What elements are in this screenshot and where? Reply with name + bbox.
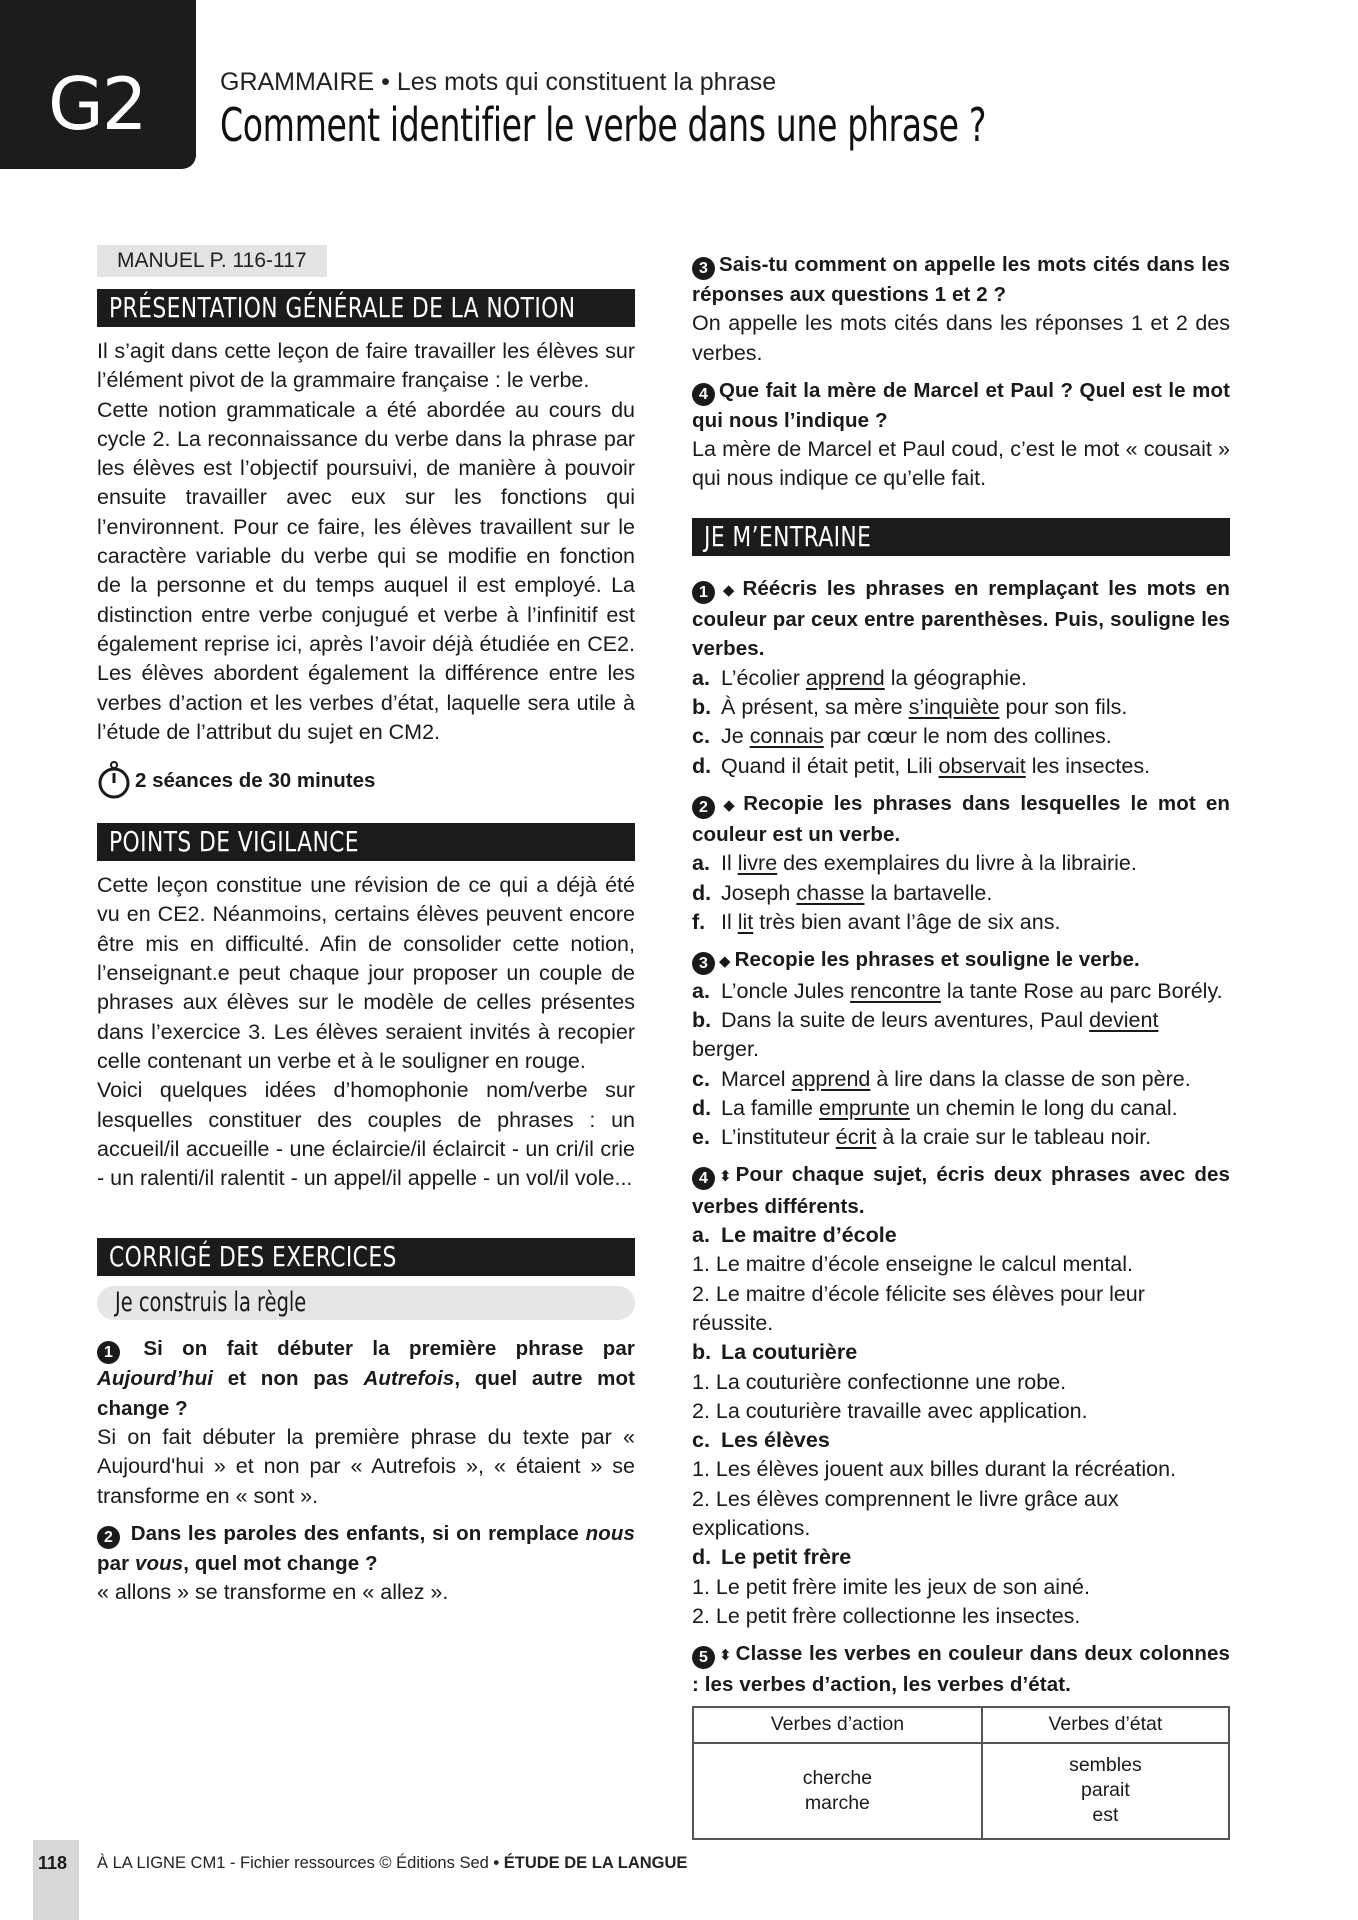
manual-reference: MANUEL P. 116-117	[97, 245, 327, 277]
subject-heading: c. Les élèves	[692, 1428, 830, 1453]
subject-heading: b. La couturière	[692, 1340, 858, 1365]
paragraph: Voici quelques idées d’homophonie nom/verbe sur lesquelles constituer des couples de phrases : un accueil/il accueille - une éclaircie/il éclaircit - un cri/il crie - un ralenti/il ralentit - un appel/il appelle - un vol/il vole...	[97, 1078, 635, 1191]
list-item: a. L’écolier apprend la géographie.	[692, 665, 1028, 690]
answer: La mère de Marcel et Paul coud, c’est le mot « cousait » qui nous indique ce qu’elle fait.	[692, 437, 1230, 491]
number-badge: 1	[97, 1341, 120, 1364]
number-badge: 2	[97, 1526, 120, 1549]
list-item: d. Joseph chasse la bartavelle.	[692, 880, 993, 905]
table-cell-etat: sembles parait est	[982, 1743, 1229, 1839]
exercise-1-items	[692, 664, 1230, 781]
question-3: 3 Sais-tu comment on appelle les mots cités dans les réponses aux questions 1 et 2 ?	[692, 253, 1230, 306]
question-4: 4 Que fait la mère de Marcel et Paul ? Quel est le mot qui nous l’indique ?	[692, 378, 1230, 432]
exercise-3-items	[692, 977, 1230, 1153]
list-item: a. Il livre des exemplaires du livre à la librairie.	[692, 851, 1137, 876]
duration-text: 2 séances de 30 minutes	[135, 768, 376, 792]
list-item: c. Marcel apprend à lire dans la classe de son père.	[692, 1066, 1191, 1091]
list-item: 1. La couturière confectionne une robe.	[692, 1369, 1067, 1394]
list-item: 2. Les élèves comprennent le livre grâce aux explications.	[692, 1486, 1119, 1540]
list-item: b. À présent, sa mère s’inquiète pour son fils.	[692, 694, 1128, 719]
list-item: c. Je connais par cœur le nom des collines.	[692, 724, 1112, 749]
chapter-code: G2	[48, 62, 146, 146]
exercise-2-items	[692, 849, 1230, 937]
answer: On appelle les mots cités dans les réponses 1 et 2 des verbes.	[692, 311, 1230, 365]
number-badge: 2	[692, 796, 715, 819]
section-heading-vigilance: POINTS DE VIGILANCE	[97, 823, 635, 861]
question-2: 2 Dans les paroles des enfants, si on remplace nous par vous, quel mot change ?	[97, 1521, 636, 1575]
difficulty-icon: ◆	[719, 581, 739, 599]
page-subtitle: GRAMMAIRE • Les mots qui constituent la phrase	[220, 68, 777, 96]
exercise-1: 1 ◆ Réécris les phrases en remplaçant les mots en couleur par ceux entre parenthèses. Puis, souligne les verbes.	[692, 576, 1230, 661]
number-badge: 3	[692, 257, 715, 280]
table-header: Verbes d’action	[693, 1707, 982, 1743]
list-item: 1. Le maitre d’école enseigne le calcul mental.	[692, 1252, 1134, 1277]
list-item: 2. La couturière travaille avec application.	[692, 1398, 1088, 1423]
list-item: 2. Le maitre d’école félicite ses élèves pour leur réussite.	[692, 1281, 1145, 1335]
number-badge: 4	[692, 1167, 715, 1190]
page-number: 118	[38, 1853, 68, 1873]
number-badge: 4	[692, 383, 715, 406]
exercise-4: 4 ⬍ Pour chaque sujet, écris deux phrases avec des verbes différents.	[692, 1163, 1230, 1218]
paragraph: Cette notion grammaticale a été abordée au cours du cycle 2. La reconnaissance du verbe dans la phrase par les élèves est l’objectif poursuivi, de manière à pouvoir ensuite travailler avec eux sur les fonctions qui l’environnent. Pour ce faire, les élèves travaillent sur le caractère variable du verbe qui se modifie en fonction de la personne et du temps auquel il est employé. La distinction entre verbe conjugué et verbe à l’infinitif est également reprise ici, après l’avoir déjà étudiée en CE2. Les élèves abordent également la différence entre les verbes d’action et les verbes d’état, laquelle sera utile à l’étude de l’attribut du sujet en CM2.	[97, 397, 635, 744]
subsection-heading: Je construis la règle	[97, 1286, 635, 1320]
list-item: 1. Les élèves jouent aux billes durant la récréation.	[692, 1457, 1177, 1482]
page-title: Comment identifier le verbe dans une phrase ?	[220, 98, 987, 152]
list-item: 2. Le petit frère collectionne les insectes.	[692, 1603, 1081, 1628]
exercise-4-items	[692, 1221, 1230, 1631]
number-badge: 5	[692, 1646, 715, 1669]
difficulty-icon: ◆	[719, 796, 740, 814]
difficulty-icon: ⬍	[719, 1647, 732, 1665]
exercise-5: 5 ⬍ Classe les verbes en couleur dans deux colonnes : les verbes d’action, les verbes d’état.	[692, 1642, 1230, 1697]
table-cell-action: cherche marche	[693, 1743, 982, 1839]
list-item: e. L’instituteur écrit à la craie sur le tableau noir.	[692, 1125, 1152, 1150]
list-item: d. Quand il était petit, Lili observait les insectes.	[692, 753, 1151, 778]
exercise-3: 3 ◆ Recopie les phrases et souligne le verbe.	[692, 945, 1230, 976]
exercise-2: 2 ◆ Recopie les phrases dans lesquelles le mot en couleur est un verbe.	[692, 791, 1230, 847]
verbs-table	[692, 1706, 1230, 1840]
section-heading-entraine: JE M’ENTRAINE	[692, 518, 1230, 556]
page-number-tab	[33, 1840, 79, 1920]
page-footer	[0, 1840, 1358, 1890]
section-heading-corrige: CORRIGÉ DES EXERCICES	[97, 1238, 635, 1276]
number-badge: 3	[692, 952, 715, 975]
list-item: 1. Le petit frère imite les jeux de son ainé.	[692, 1574, 1090, 1599]
list-item: d. La famille emprunte un chemin le long du canal.	[692, 1095, 1178, 1120]
list-item: a. L’oncle Jules rencontre la tante Rose au parc Borély.	[692, 978, 1223, 1003]
subject-heading: a. Le maitre d’école	[692, 1223, 897, 1248]
paragraph: Il s’agit dans cette leçon de faire travailler les élèves sur l’élément pivot de la grammaire française : le verbe.	[97, 339, 635, 393]
number-badge: 1	[692, 581, 715, 604]
chapter-tab	[0, 0, 196, 169]
answer: Si on fait débuter la première phrase du texte par « Aujourd'hui » et non par « Autrefois », « étaient » se transforme en « sont ».	[97, 1425, 635, 1508]
session-duration	[97, 761, 635, 799]
answer: « allons » se transforme en « allez ».	[97, 1580, 449, 1605]
section-heading-presentation: PRÉSENTATION GÉNÉRALE DE LA NOTION	[97, 289, 635, 327]
list-item: f. Il lit très bien avant l’âge de six ans.	[692, 910, 1061, 935]
table-header: Verbes d’état	[982, 1707, 1229, 1743]
question-1: 1 Si on fait débuter la première phrase par Aujourd’hui et non pas Autrefois, quel autre mot change ?	[97, 1337, 636, 1420]
difficulty-icon: ⬍	[719, 1168, 732, 1186]
paragraph: Cette leçon constitue une révision de ce qui a déjà été vu en CE2. Néanmoins, certains élèves peuvent encore être mis en difficulté. Afin de consolider cette notion, l’enseignant.e peut chaque jour proposer un couple de phrases aux élèves sur le modèle de celles présentes dans l’exercice 3. Les élèves seraient invités à recopier celle contenant un verbe et à le souligner en rouge.	[97, 873, 635, 1073]
list-item: b. Dans la suite de leurs aventures, Paul devient berger.	[692, 1007, 1159, 1062]
subject-heading: d. Le petit frère	[692, 1545, 852, 1570]
left-column	[97, 245, 635, 1608]
difficulty-icon: ◆	[719, 953, 731, 971]
footer-text: À LA LIGNE CM1 - Fichier ressources © Éditions Sed • ÉTUDE DE LA LANGUE	[97, 1854, 688, 1872]
right-column	[692, 250, 1230, 1840]
stopwatch-icon	[97, 761, 131, 799]
